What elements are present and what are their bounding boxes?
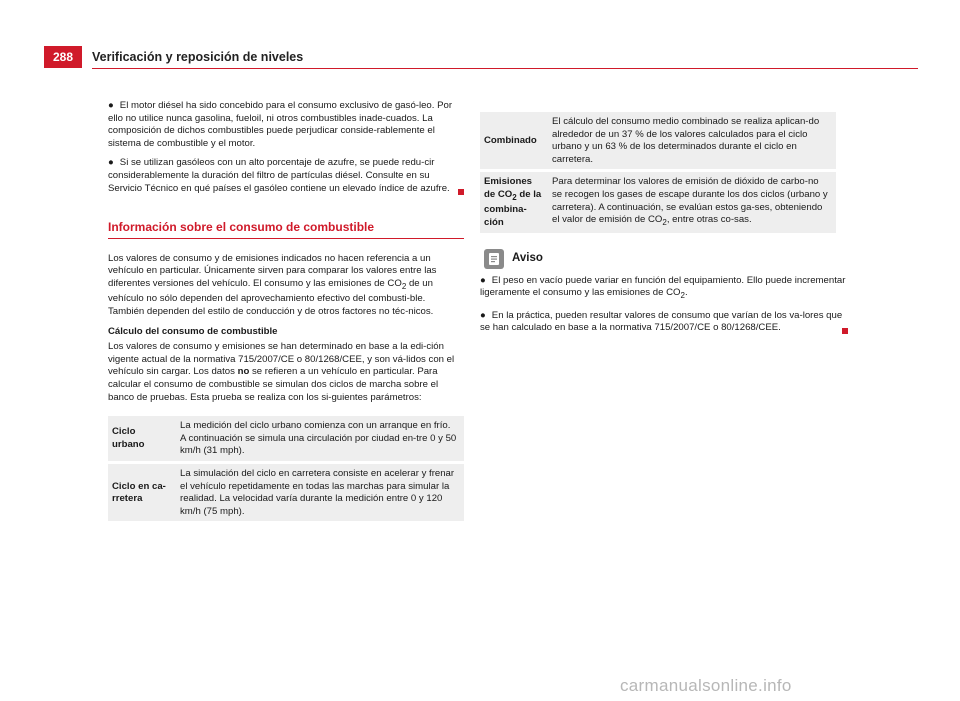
row-text: La simulación del ciclo en carretera consiste en acelerar y frenar el vehículo repetidamente en todas las marchas para simular la realidad. La velocidad varía durante la medición entre 0 y 120 km/h (75 mph). — [176, 464, 464, 521]
notice-header — [480, 249, 848, 269]
bullet-paragraph — [108, 157, 464, 195]
subscript: 2 — [680, 291, 685, 301]
label-text: Emisiones de CO — [484, 176, 532, 200]
row-text: El cálculo del consumo medio combinado se realiza aplican-do alrededor de un 37 % de los valores calculados para el ciclo urbano y un 63 % de los determinados durante el ciclo en carretera. — [548, 112, 836, 169]
cycles-table — [108, 416, 464, 521]
calc-bold-word: no — [237, 366, 250, 378]
calc-title: Cálculo del consumo de combustible — [108, 325, 278, 337]
calc-text: Los valores de consumo y emisiones se han determinado en base a la edi-ción vigente actual de la normativa 715/2007/CE o 80/1268/CEE, y son vá-lidos con el vehículo sin cargar. Los datos — [108, 341, 455, 378]
table-row — [108, 416, 464, 461]
combined-table — [480, 112, 836, 233]
intro-text: de un vehículo no sólo dependen del aprovechamiento efectivo del combusti-ble. También dependen del estilo de conducción y de otros factores no téc-nicos. — [108, 277, 434, 318]
subscript: 2 — [512, 192, 517, 202]
calc-text: se refieren a un vehículo en particular. Para calcular el consumo de combustible se simulan dos ciclos de marcha sobre el banco de pruebas. Esta prueba se realiza con los si-guientes parámetros: — [108, 366, 439, 403]
table-row — [480, 112, 836, 169]
section-end-marker — [842, 328, 848, 334]
row-label: Ciclo urbano — [108, 416, 176, 461]
notice-label: Aviso — [512, 252, 543, 265]
row-text — [548, 172, 836, 232]
bullet-text: . — [684, 287, 688, 299]
row-label — [480, 172, 548, 232]
notice-bullet — [480, 275, 848, 303]
page-number: 288 — [44, 46, 82, 68]
table-row — [480, 172, 836, 232]
intro-paragraph — [108, 253, 464, 319]
table-row — [108, 464, 464, 521]
row-label: Ciclo en ca-rretera — [108, 464, 176, 521]
watermark: carmanualsonline.info — [620, 676, 792, 695]
subscript: 2 — [662, 218, 667, 228]
row-text: La medición del ciclo urbano comienza con un arranque en frío. A continuación se simula una circulación por ciudad en-tre 0 y 50 km/h (31 mph). — [176, 416, 464, 461]
bullet-paragraph — [108, 100, 464, 150]
left-column — [108, 100, 464, 521]
bullet-icon: ● — [108, 100, 114, 111]
section-end-marker — [458, 189, 464, 195]
bullet-icon: ● — [480, 274, 486, 286]
row-label: Combinado — [480, 112, 548, 169]
page-title: Verificación y reposición de niveles — [92, 50, 304, 64]
cell-text: , entre otras co-sas. — [666, 214, 752, 226]
header-divider — [92, 68, 918, 69]
bullet-text: El motor diésel ha sido concebido para el consumo exclusivo de gasó-leo. Por ello no utilice nunca gasolina, fueloil, ni otros combustibles inade-cuados. La composición de dichos combustibles puede perjudicar conside-rablemente el sistema de combustible y el motor. — [108, 100, 453, 149]
label-text: de la combina-ción — [484, 188, 542, 229]
section-title: Información sobre el consumo de combustible — [108, 221, 464, 239]
bullet-text: Si se utilizan gasóleos con un alto porcentaje de azufre, se puede redu-cir considerablemente la duración del filtro de partículas diésel. Consulte en su Servicio Técnico en qué países el gasóleo contiene un elevado índice de azufre. — [108, 157, 450, 194]
subscript: 2 — [401, 281, 407, 291]
bullet-text: El peso en vacío puede variar en función del equipamiento. Ello puede incrementar ligeramente el consumo y las emisiones de CO — [480, 274, 846, 299]
bullet-icon: ● — [480, 309, 486, 321]
bullet-icon: ● — [108, 157, 114, 169]
cell-text: Para determinar los valores de emisión de dióxido de carbo-no se recogen los gases de escape durante los dos ciclos (urbano y carretera). A continuación, se evalúan estos ga-ses, obteniendo el valor de emisión de CO — [552, 176, 828, 226]
right-column — [480, 100, 848, 342]
bullet-text: En la práctica, pueden resultar valores de consumo que varían de los va-lores que se han calculado en base a la normativa 715/2007/CE o 80/1268/CEE. — [480, 309, 843, 334]
calc-paragraph — [108, 341, 464, 404]
notice-bullet — [480, 310, 848, 335]
info-icon — [484, 249, 504, 269]
intro-text: Los valores de consumo y de emisiones indicados no hacen referencia a un vehículo en particular. Únicamente sirven para comparar los valores entre las diferentes versiones del vehículo. El consumo y las emisiones de CO — [108, 252, 437, 289]
